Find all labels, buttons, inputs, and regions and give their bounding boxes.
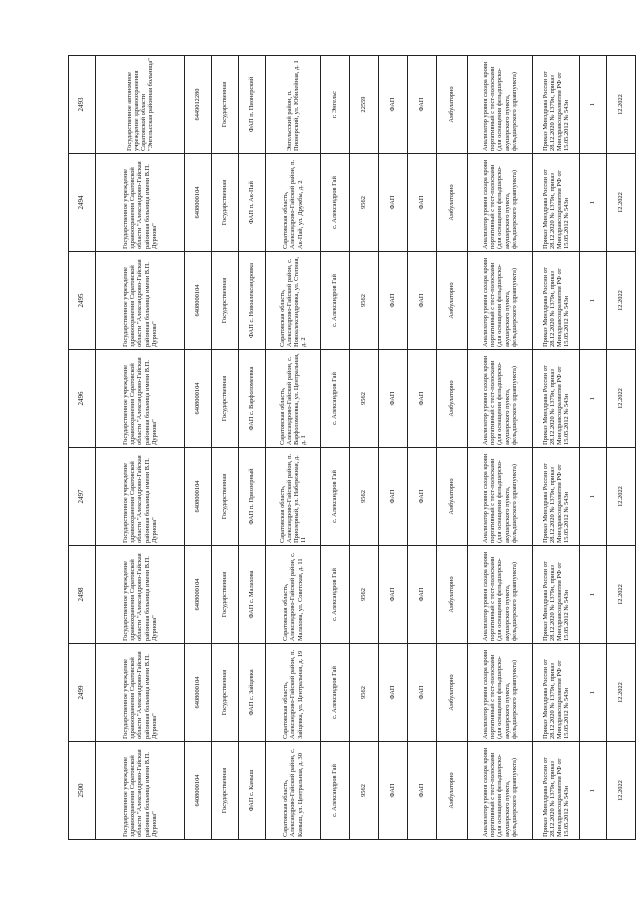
table-cell: Анализатор уровня сахара крови портативный с тест-полосками (для оснащения фельдшерско-акушерского пункта, фельдшерского здравпункта): [468, 56, 533, 154]
table-cell: Приказ Минздрава России от 28.12.2020 № 1379н, приказ Минздравсоцразвития РФ от 15.05.2012 № 543н: [533, 546, 580, 644]
table-cell: ФАП с. Зайцевка: [239, 644, 266, 742]
table-cell: Государственное учреждение здравоохранения Саратовской области "Александрово-Гайская районная больница имени В.П. Дурнова": [96, 546, 185, 644]
table-cell: 1: [580, 546, 607, 644]
table-cell: ФАП п. Ак-Пай: [239, 154, 266, 252]
table-cell: ФАП: [408, 546, 437, 644]
table-row: [379, 56, 408, 840]
table-cell: ФАП п. Приозерный: [239, 448, 266, 546]
table-cell: Государственная: [212, 252, 239, 350]
table-body: [69, 56, 636, 840]
table-row: [212, 56, 239, 840]
table-cell: Государственное учреждение здравоохранения Саратовской области "Александрово-Гайская районная больница имени В.П. Дурнова": [96, 448, 185, 546]
table-cell: 12.2022: [607, 742, 636, 840]
table-cell: Амбулаторно: [437, 252, 468, 350]
table-cell: Приказ Минздрава России от 28.12.2020 № 1379н, приказ Минздравсоцразвития РФ от 15.05.2012 № 543н: [533, 350, 580, 448]
table-cell: 2494: [69, 154, 96, 252]
table-cell: 1: [580, 350, 607, 448]
table-cell: ФАП: [379, 448, 408, 546]
table-cell: с. Александров Гай: [321, 252, 350, 350]
table-cell: 12.2022: [607, 154, 636, 252]
table-row: [350, 56, 379, 840]
table-cell: Саратовская область, Александрово-Гайский район, с. Новоалександровка, ул. Степная, д. 2: [266, 252, 321, 350]
table-cell: 9562: [350, 350, 379, 448]
table-cell: 9562: [350, 644, 379, 742]
table-cell: ФАП: [408, 448, 437, 546]
table-cell: 6408000104: [185, 252, 212, 350]
table-cell: Анализатор уровня сахара крови портативный с тест-полосками (для оснащения фельдшерско-акушерского пункта, фельдшерского здравпункта): [468, 644, 533, 742]
table-cell: Государственное учреждение здравоохранения Саратовской области "Александрово-Гайская районная больница имени В.П. Дурнова": [96, 252, 185, 350]
table-cell: ФАП с. Варфоломеевка: [239, 350, 266, 448]
table-cell: ФАП: [408, 350, 437, 448]
table-cell: Амбулаторно: [437, 448, 468, 546]
table-row: [437, 56, 468, 840]
table-cell: 9562: [350, 742, 379, 840]
table-cell: Приказ Минздрава России от 28.12.2020 № 1379н, приказ Минздравсоцразвития РФ от 15.05.2012 № 543н: [533, 154, 580, 252]
table-cell: 9562: [350, 252, 379, 350]
table-cell: Амбулаторно: [437, 350, 468, 448]
table-cell: 12.2022: [607, 350, 636, 448]
table-cell: Амбулаторно: [437, 56, 468, 154]
table-cell: 12.2022: [607, 644, 636, 742]
table-cell: Саратовская область, Александрово-Гайский район, с. Малахова, ул. Советская, д. 11: [266, 546, 321, 644]
rotated-table-container: [68, 55, 625, 840]
table-cell: с. Александров Гай: [321, 154, 350, 252]
table-cell: ФАП: [379, 154, 408, 252]
table-cell: ФАП: [379, 56, 408, 154]
table-cell: 6449012280: [185, 56, 212, 154]
table-cell: ФАП: [408, 742, 437, 840]
table-cell: Государственное учреждение здравоохранения Саратовской области "Александрово-Гайская районная больница имени В.П. Дурнова": [96, 154, 185, 252]
table-cell: 2497: [69, 448, 96, 546]
table-cell: 22559: [350, 56, 379, 154]
table-cell: 9562: [350, 154, 379, 252]
table-cell: Амбулаторно: [437, 154, 468, 252]
table-cell: Саратовская область, Александрово-Гайский район, с. Камыш, ул. Центральная, д. 30: [266, 742, 321, 840]
table-cell: ФАП: [379, 742, 408, 840]
equipment-table: [68, 55, 636, 840]
table-cell: 12.2022: [607, 546, 636, 644]
table-cell: с. Александров Гай: [321, 448, 350, 546]
table-row: [185, 56, 212, 840]
table-cell: Государственная: [212, 56, 239, 154]
table-cell: 6408000104: [185, 644, 212, 742]
table-cell: Государственная: [212, 644, 239, 742]
table-cell: Саратовская область, Александрово-Гайский район, п. Зайцевка, ул. Центральная, д. 19: [266, 644, 321, 742]
table-cell: Государственное учреждение здравоохранения Саратовской области "Александрово-Гайская районная больница имени В.П. Дурнова": [96, 742, 185, 840]
table-row: [239, 56, 266, 840]
table-cell: Амбулаторно: [437, 742, 468, 840]
table-cell: Анализатор уровня сахара крови портативный с тест-полосками (для оснащения фельдшерско-акушерского пункта, фельдшерского здравпункта): [468, 154, 533, 252]
table-row: [266, 56, 321, 840]
table-row: [533, 56, 580, 840]
table-cell: 2493: [69, 56, 96, 154]
table-cell: 2500: [69, 742, 96, 840]
table-cell: 6408000104: [185, 350, 212, 448]
table-cell: ФАП с. Малахова: [239, 546, 266, 644]
table-cell: Анализатор уровня сахара крови портативный с тест-полосками (для оснащения фельдшерско-акушерского пункта, фельдшерского здравпункта): [468, 742, 533, 840]
table-cell: 2499: [69, 644, 96, 742]
table-cell: 1: [580, 154, 607, 252]
table-cell: 6408000104: [185, 448, 212, 546]
table-row: [96, 56, 185, 840]
table-cell: ФАП с. Новоалександровка: [239, 252, 266, 350]
table-cell: Государственное учреждение здравоохранения Саратовской области "Александрово-Гайская районная больница имени В.П. Дурнова": [96, 644, 185, 742]
table-cell: г. Энгельс: [321, 56, 350, 154]
table-cell: 6408000104: [185, 742, 212, 840]
table-row: [580, 56, 607, 840]
table-cell: Анализатор уровня сахара крови портативный с тест-полосками (для оснащения фельдшерско-акушерского пункта, фельдшерского здравпункта): [468, 252, 533, 350]
table-cell: 6408000104: [185, 154, 212, 252]
table-cell: 2498: [69, 546, 96, 644]
table-cell: Государственная: [212, 546, 239, 644]
table-cell: ФАП: [379, 546, 408, 644]
table-cell: Саратовская область, Александрово-Гайский район, п. Ак-Пай, ул. Дружбы, д. 2: [266, 154, 321, 252]
table-cell: Анализатор уровня сахара крови портативный с тест-полосками (для оснащения фельдшерско-акушерского пункта, фельдшерского здравпункта): [468, 448, 533, 546]
table-cell: 1: [580, 252, 607, 350]
table-cell: Государственная: [212, 448, 239, 546]
table-cell: Анализатор уровня сахара крови портативный с тест-полосками (для оснащения фельдшерско-акушерского пункта, фельдшерского здравпункта): [468, 350, 533, 448]
table-cell: Приказ Минздрава России от 28.12.2020 № 1379н, приказ Минздравсоцразвития РФ от 15.05.2012 № 543н: [533, 252, 580, 350]
table-row: [607, 56, 636, 840]
table-cell: ФАП п. Пионерский: [239, 56, 266, 154]
table-cell: 2496: [69, 350, 96, 448]
table-cell: ФАП: [379, 350, 408, 448]
table-cell: 9562: [350, 448, 379, 546]
table-cell: Государственное автономное учреждение здравоохранения Саратовской области "Энгельсская районная больница": [96, 56, 185, 154]
table-cell: 2495: [69, 252, 96, 350]
table-cell: с. Александров Гай: [321, 742, 350, 840]
table-cell: Приказ Минздрава России от 28.12.2020 № 1379н, приказ Минздравсоцразвития РФ от 15.05.2012 № 543н: [533, 448, 580, 546]
table-cell: с. Александров Гай: [321, 350, 350, 448]
table-cell: Приказ Минздрава России от 28.12.2020 № 1379н, приказ Минздравсоцразвития РФ от 15.05.2012 № 543н: [533, 742, 580, 840]
table-row: [321, 56, 350, 840]
table-cell: ФАП: [408, 154, 437, 252]
table-cell: ФАП: [379, 252, 408, 350]
table-row: [69, 56, 96, 840]
table-cell: с. Александров Гай: [321, 644, 350, 742]
table-cell: ФАП: [408, 644, 437, 742]
table-cell: Амбулаторно: [437, 644, 468, 742]
table-cell: Амбулаторно: [437, 546, 468, 644]
table-cell: Энгельсский район, п. Пионерский, ул. Юбилейная, д. 1: [266, 56, 321, 154]
table-cell: Саратовская область, Александрово-Гайский район, с. Варфоломеевка, ул. Центральная, д. 1: [266, 350, 321, 448]
table-cell: 1: [580, 56, 607, 154]
table-cell: 1: [580, 448, 607, 546]
table-cell: Анализатор уровня сахара крови портативный с тест-полосками (для оснащения фельдшерско-акушерского пункта, фельдшерского здравпункта): [468, 546, 533, 644]
table-cell: ФАП: [408, 56, 437, 154]
table-row: [408, 56, 437, 840]
table-row: [468, 56, 533, 840]
table-cell: 12.2022: [607, 56, 636, 154]
table-cell: с. Александров Гай: [321, 546, 350, 644]
table-cell: 6408000104: [185, 546, 212, 644]
table-cell: 1: [580, 644, 607, 742]
table-cell: Государственная: [212, 742, 239, 840]
table-cell: Государственная: [212, 350, 239, 448]
table-cell: Государственное учреждение здравоохранения Саратовской области "Александрово-Гайская районная больница имени В.П. Дурнова": [96, 350, 185, 448]
table-cell: ФАП с. Камыш: [239, 742, 266, 840]
table-cell: Приказ Минздрава России от 28.12.2020 № 1379н, приказ Минздравсоцразвития РФ от 15.05.2012 № 543н: [533, 56, 580, 154]
table-cell: Государственная: [212, 154, 239, 252]
table-cell: Саратовская область, Александрово-Гайский район, п. Приозерный, ул. Набережная, д. 11: [266, 448, 321, 546]
table-cell: 12.2022: [607, 448, 636, 546]
table-cell: 12.2022: [607, 252, 636, 350]
table-cell: ФАП: [408, 252, 437, 350]
table-cell: Приказ Минздрава России от 28.12.2020 № 1379н, приказ Минздравсоцразвития РФ от 15.05.2012 № 543н: [533, 644, 580, 742]
table-cell: 1: [580, 742, 607, 840]
table-cell: 9562: [350, 546, 379, 644]
table-cell: ФАП: [379, 644, 408, 742]
